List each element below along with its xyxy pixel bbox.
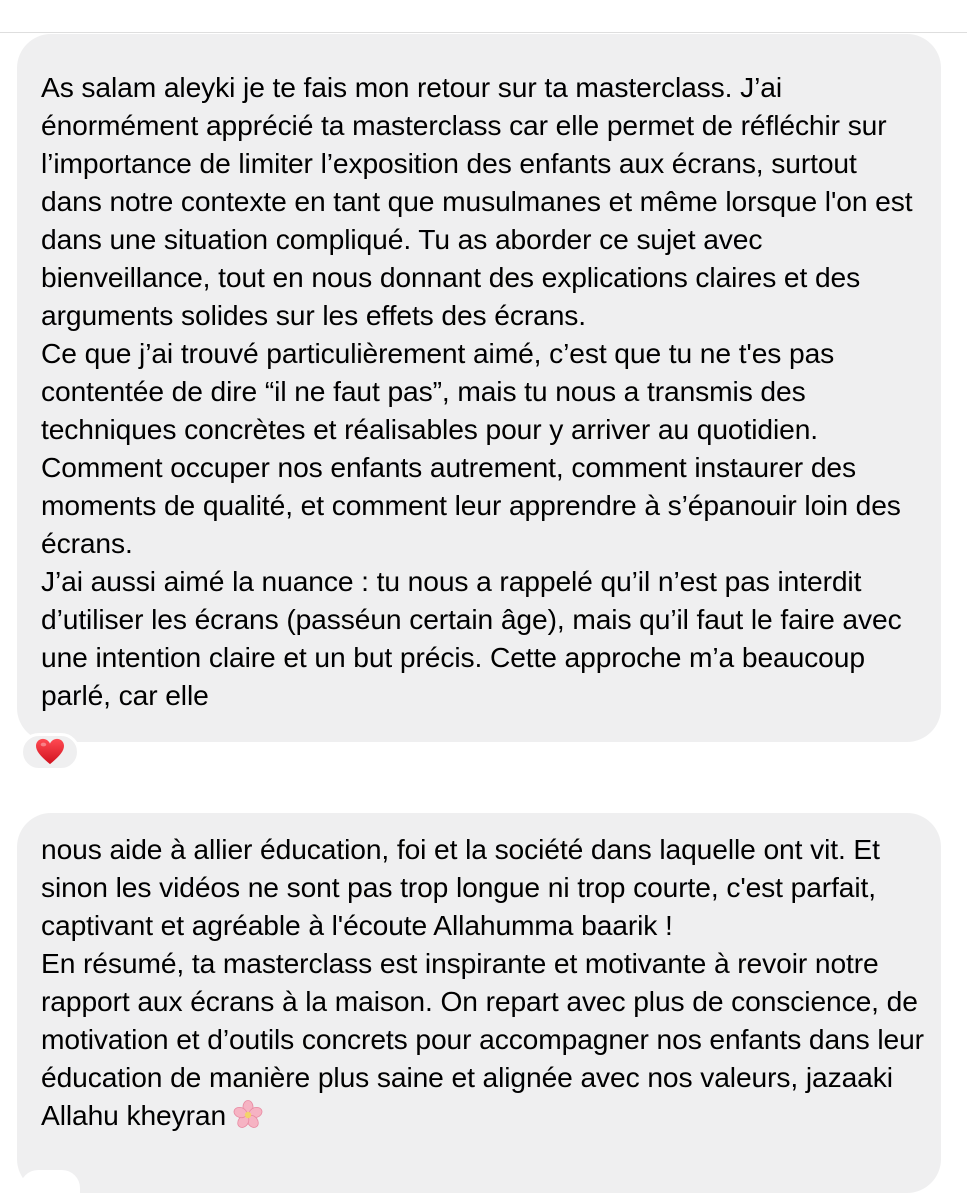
message-bubble[interactable] xyxy=(17,813,941,1193)
message-paragraph: nous aide à allier éducation, foi et la société dans laquelle ont vit. Et sinon les vidéos ne sont pas trop longue ni trop courte, c'est parfait, captivant et agréable à l'écoute Allahumma baarik ! xyxy=(41,833,880,941)
message-paragraph: Ce que j’ai trouvé particulièrement aimé, c’est que tu ne t'es pas contentée de dire “il ne faut pas”, mais tu nous a transmis des techniques concrètes et réalisables pour y arriver au quotidien. Comment occuper nos enfants autrement, comment instaurer des moments de qualité, et comment leur apprendre à s’épanouir loin des écrans. xyxy=(41,337,901,559)
reaction-badge-partial xyxy=(20,1170,80,1196)
message-paragraph: As salam aleyki je te fais mon retour sur ta masterclass. J’ai énormément apprécié ta masterclass car elle permet de réfléchir sur l’importance de limiter l’exposition des enfants aux écrans, surtout dans notre contexte en tant que musulmanes et même lorsque l'on est dans une situation compliqué. Tu as aborder ce sujet avec bienveillance, tout en nous donnant des explications claires et des arguments solides sur les effets des écrans. xyxy=(41,71,913,331)
message-paragraph xyxy=(41,944,925,1134)
message-paragraph: J’ai aussi aimé la nuance : tu nous a rappelé qu’il n’est pas interdit d’utiliser les écrans (passéun certain âge), mais qu’il faut le faire avec une intention claire et un but précis. Cette approche m’a beaucoup parlé, car elle xyxy=(41,565,902,711)
top-divider xyxy=(0,32,967,33)
message-paragraph-text: En résumé, ta masterclass est inspirante et motivante à revoir notre rapport aux écrans à la maison. On repart avec plus de conscience, de motivation et d’outils concrets pour accompagner nos enfants dans leur éducation de manière plus saine et alignée avec nos valeurs, jazaaki Allahu kheyran xyxy=(41,947,924,1131)
heart-icon xyxy=(35,738,65,766)
message-bubble[interactable] xyxy=(17,34,941,742)
reaction-badge[interactable] xyxy=(20,733,80,771)
cherry-blossom-icon xyxy=(232,1099,264,1131)
